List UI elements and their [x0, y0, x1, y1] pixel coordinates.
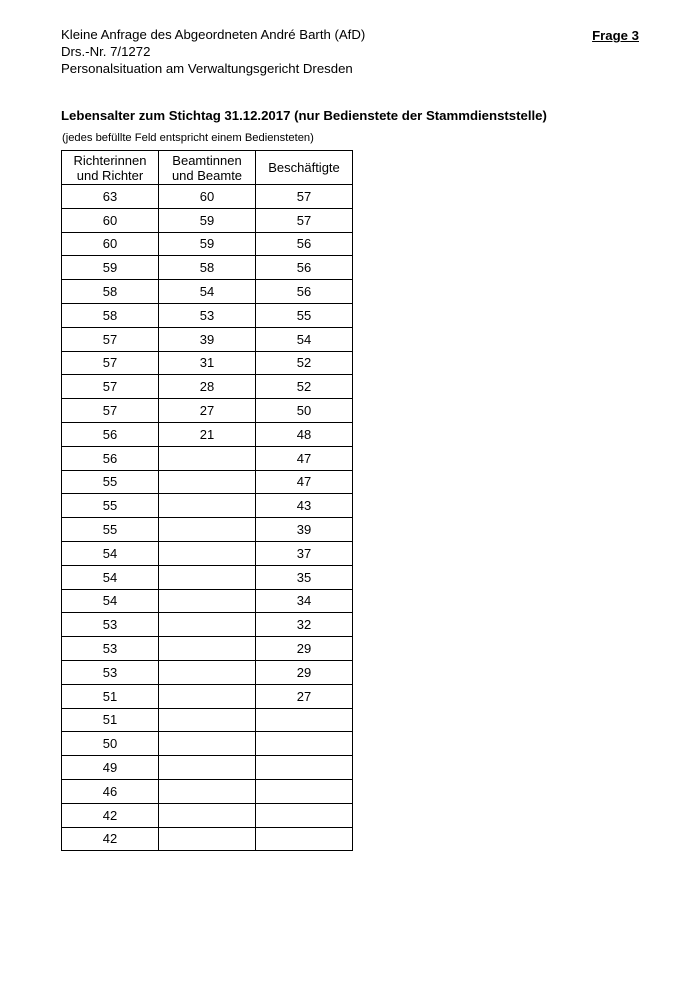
table-cell: 54 — [256, 327, 353, 351]
table-row — [62, 613, 353, 637]
table-cell: 27 — [159, 399, 256, 423]
table-row — [62, 660, 353, 684]
table-cell: 58 — [62, 280, 159, 304]
table-cell: 57 — [256, 185, 353, 209]
table-row — [62, 803, 353, 827]
table-cell: 56 — [256, 256, 353, 280]
table-cell: 55 — [62, 494, 159, 518]
table-row — [62, 422, 353, 446]
table-row — [62, 684, 353, 708]
table-cell: 57 — [62, 351, 159, 375]
col-header-officials-line1: Beamtinnen — [172, 152, 242, 168]
table-cell: 57 — [62, 375, 159, 399]
table-cell: 29 — [256, 660, 353, 684]
question-label: Frage 3 — [592, 28, 639, 43]
table-cell: 56 — [256, 232, 353, 256]
table-cell — [159, 518, 256, 542]
table-cell — [159, 756, 256, 780]
table-row — [62, 351, 353, 375]
table-row — [62, 708, 353, 732]
table-row — [62, 518, 353, 542]
table-cell — [256, 827, 353, 851]
table-cell: 55 — [62, 470, 159, 494]
table-cell: 59 — [159, 232, 256, 256]
table-cell: 29 — [256, 637, 353, 661]
table-cell: 60 — [62, 232, 159, 256]
table-cell: 49 — [62, 756, 159, 780]
table-cell: 53 — [159, 303, 256, 327]
table-cell: 42 — [62, 827, 159, 851]
table-row — [62, 256, 353, 280]
table-cell: 54 — [62, 589, 159, 613]
table-cell: 31 — [159, 351, 256, 375]
table-cell — [159, 827, 256, 851]
table-row — [62, 185, 353, 209]
table-cell: 57 — [256, 208, 353, 232]
table-cell: 59 — [159, 208, 256, 232]
col-header-judges-line2: und Richter — [76, 167, 144, 183]
table-cell: 54 — [62, 565, 159, 589]
table-row — [62, 446, 353, 470]
document-header — [61, 26, 365, 77]
table-cell — [159, 684, 256, 708]
table-cell — [159, 565, 256, 589]
table-row — [62, 399, 353, 423]
table-cell: 43 — [256, 494, 353, 518]
table-row — [62, 232, 353, 256]
table-cell — [159, 494, 256, 518]
table-note: (jedes befüllte Feld entspricht einem Bediensteten) — [62, 132, 314, 144]
table-cell: 39 — [256, 518, 353, 542]
col-header-judges — [62, 151, 159, 185]
table-cell: 63 — [62, 185, 159, 209]
table-cell: 56 — [62, 422, 159, 446]
table-cell: 46 — [62, 779, 159, 803]
table-cell: 53 — [62, 660, 159, 684]
header-subject: Personalsituation am Verwaltungsgericht Dresden — [61, 61, 353, 76]
table-row — [62, 565, 353, 589]
table-cell: 55 — [62, 518, 159, 542]
col-header-officials-line2: und Beamte — [171, 167, 243, 183]
table-cell — [159, 708, 256, 732]
table-cell: 35 — [256, 565, 353, 589]
table-row — [62, 303, 353, 327]
table-cell: 54 — [62, 541, 159, 565]
table-cell: 57 — [62, 327, 159, 351]
table-row — [62, 541, 353, 565]
table-cell: 55 — [256, 303, 353, 327]
table-cell: 53 — [62, 613, 159, 637]
table-header-row — [62, 151, 353, 185]
table-cell: 57 — [62, 399, 159, 423]
table-row — [62, 827, 353, 851]
table-cell: 60 — [159, 185, 256, 209]
table-cell: 58 — [159, 256, 256, 280]
table-cell: 21 — [159, 422, 256, 446]
table-cell: 48 — [256, 422, 353, 446]
table-cell: 56 — [256, 280, 353, 304]
col-header-officials — [159, 151, 256, 185]
table-cell: 27 — [256, 684, 353, 708]
table-cell — [159, 660, 256, 684]
table-cell: 42 — [62, 803, 159, 827]
table-row — [62, 280, 353, 304]
table-row — [62, 327, 353, 351]
table-row — [62, 779, 353, 803]
table-cell — [159, 803, 256, 827]
table-cell — [159, 613, 256, 637]
col-header-judges-line1: Richterinnen — [73, 152, 147, 168]
table-body — [62, 185, 353, 851]
table-cell: 52 — [256, 375, 353, 399]
table-row — [62, 494, 353, 518]
table-cell: 54 — [159, 280, 256, 304]
header-drucksache: Drs.-Nr. 7/1272 — [61, 44, 151, 59]
table-cell — [256, 732, 353, 756]
table-cell: 56 — [62, 446, 159, 470]
table-cell: 47 — [256, 446, 353, 470]
table-cell — [159, 637, 256, 661]
section-title: Lebensalter zum Stichtag 31.12.2017 (nur Bedienstete der Stammdienststelle) — [61, 108, 547, 123]
table-cell — [256, 803, 353, 827]
table-cell: 53 — [62, 637, 159, 661]
table-cell — [159, 446, 256, 470]
table-row — [62, 208, 353, 232]
table-row — [62, 470, 353, 494]
table-cell: 58 — [62, 303, 159, 327]
table-row — [62, 375, 353, 399]
table-cell — [159, 541, 256, 565]
table-cell: 32 — [256, 613, 353, 637]
table-cell: 39 — [159, 327, 256, 351]
table-cell: 37 — [256, 541, 353, 565]
table-cell — [256, 708, 353, 732]
table-cell — [159, 732, 256, 756]
table-cell: 50 — [256, 399, 353, 423]
table-cell: 47 — [256, 470, 353, 494]
table-cell: 50 — [62, 732, 159, 756]
age-table — [61, 150, 353, 851]
table-cell — [159, 470, 256, 494]
table-row — [62, 732, 353, 756]
table-row — [62, 637, 353, 661]
table-cell — [256, 756, 353, 780]
table-cell — [159, 589, 256, 613]
table-cell: 51 — [62, 684, 159, 708]
table-cell — [159, 779, 256, 803]
table-cell: 60 — [62, 208, 159, 232]
header-inquiry: Kleine Anfrage des Abgeordneten André Barth (AfD) — [61, 27, 366, 42]
table-cell — [256, 779, 353, 803]
table-cell: 28 — [159, 375, 256, 399]
table-cell: 34 — [256, 589, 353, 613]
table-cell: 59 — [62, 256, 159, 280]
table-row — [62, 589, 353, 613]
table-cell: 51 — [62, 708, 159, 732]
table-row — [62, 756, 353, 780]
table-cell: 52 — [256, 351, 353, 375]
col-header-employees: Beschäftigte — [256, 151, 353, 185]
